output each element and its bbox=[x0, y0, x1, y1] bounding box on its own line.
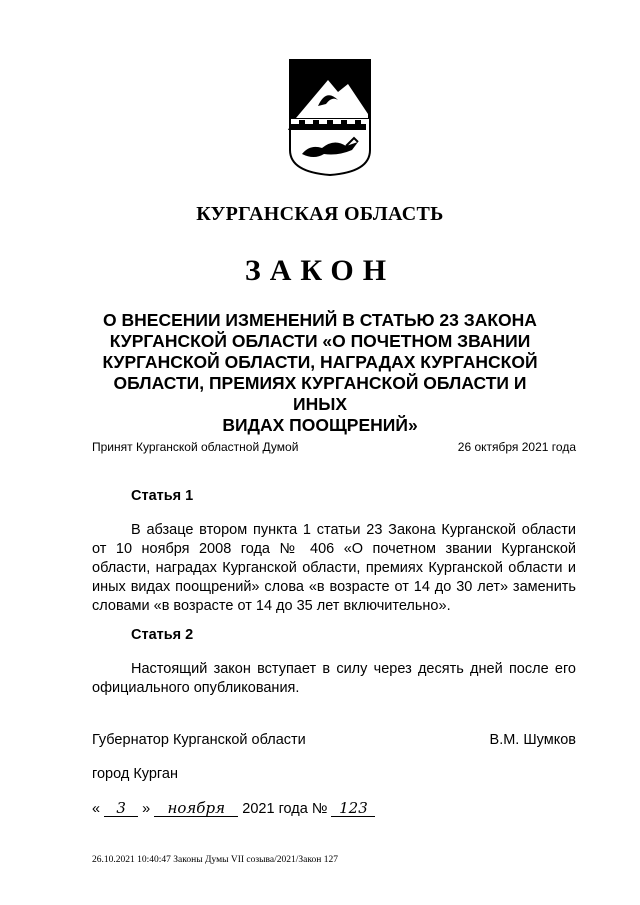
region-name: КУРГАНСКАЯ ОБЛАСТЬ bbox=[196, 203, 444, 225]
adoption-statement: Принят Курганской областной Думой bbox=[92, 440, 299, 454]
handwritten-month: ноября bbox=[154, 800, 238, 817]
handwritten-law-number: 123 bbox=[331, 800, 375, 817]
open-quote: « bbox=[92, 801, 101, 817]
law-title-line: ВИДАХ ПООЩРЕНИЙ» bbox=[222, 415, 418, 435]
close-quote: » bbox=[142, 801, 151, 817]
law-title-line: О ВНЕСЕНИИ ИЗМЕНЕНИЙ В СТАТЬЮ 23 ЗАКОНА bbox=[103, 310, 537, 330]
city: город Курган bbox=[92, 766, 178, 782]
article-2-text: Настоящий закон вступает в силу через десять дней после его официального опубликования. bbox=[92, 661, 576, 696]
law-title-line: ОБЛАСТИ, ПРЕМИЯХ КУРГАНСКОЙ ОБЛАСТИ И ИНЫХ bbox=[113, 373, 527, 414]
handwritten-day: 3 bbox=[104, 800, 138, 817]
document-type: ЗАКОН bbox=[244, 254, 396, 287]
footer-stamp: 26.10.2021 10:40:47 Законы Думы VII созыва/2021/Закон 127 bbox=[92, 855, 338, 865]
adoption-date: 26 октября 2021 года bbox=[457, 440, 576, 454]
law-title bbox=[90, 310, 550, 436]
year-text: 2021 года № bbox=[242, 801, 328, 817]
signatory-position: Губернатор Курганской области bbox=[92, 732, 306, 748]
law-title-line: КУРГАНСКОЙ ОБЛАСТИ «О ПОЧЕТНОМ ЗВАНИИ bbox=[109, 331, 531, 351]
article-1-heading: Статья 1 bbox=[131, 488, 194, 504]
coat-of-arms-icon bbox=[288, 58, 372, 176]
signing-date-line bbox=[92, 800, 375, 817]
signatory-name: В.М. Шумков bbox=[489, 732, 576, 748]
law-title-line: КУРГАНСКОЙ ОБЛАСТИ, НАГРАДАХ КУРГАНСКОЙ bbox=[102, 352, 538, 372]
article-1-text: В абзаце втором пункта 1 статьи 23 Закона Курганской области от 10 ноября 2008 года № 406 «О почетном звании Курганской области, наградах Курганской области, премиях Курганской области и иных видах поощрений» слова «в возрасте от 14 до 30 лет» заменить словами «в возрасте от 14 до 35 лет включительно». bbox=[92, 522, 576, 614]
article-2-heading: Статья 2 bbox=[131, 627, 194, 643]
